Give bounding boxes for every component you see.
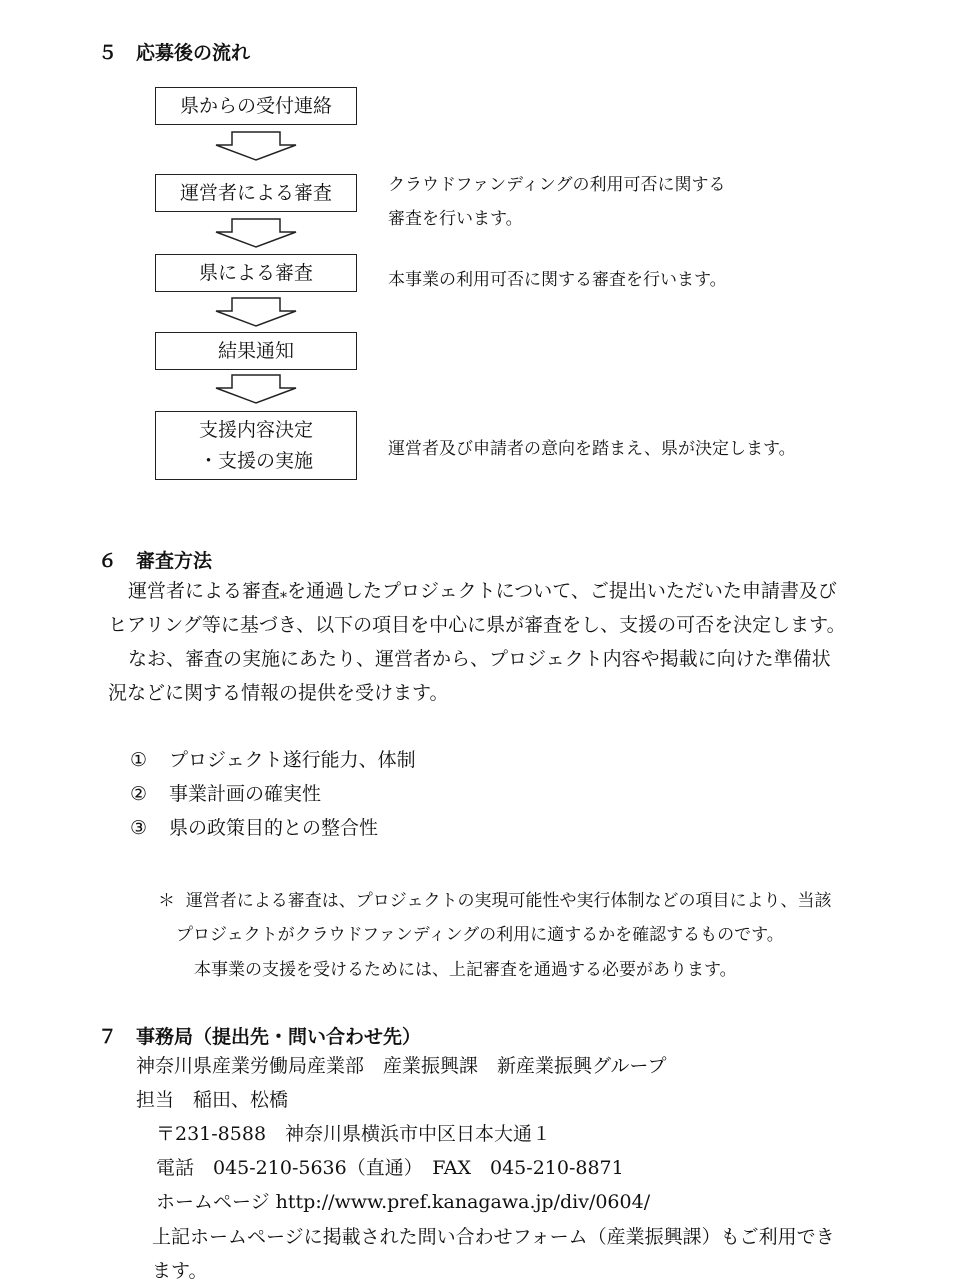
- contact-phone-fax: 電話 045-210-5636（直通） FAX 045-210-8871: [156, 1157, 624, 1179]
- flow-step-1-label: 県からの受付連絡: [179, 94, 332, 117]
- list-item: [130, 751, 416, 770]
- list-item-marker: ②: [130, 783, 148, 805]
- flow-arrow-3: [214, 297, 298, 327]
- list-item-marker: ①: [130, 749, 148, 771]
- contact-staff: 担当 稲田、松橋: [136, 1089, 289, 1111]
- para1-text-a: 運営者による審査: [128, 580, 281, 602]
- flow-step-2: [155, 174, 357, 212]
- footnote-line1: [158, 886, 831, 911]
- section6-title: 審査方法: [136, 550, 213, 572]
- flow-step-5: [155, 411, 357, 480]
- flow-step-1: [155, 87, 357, 125]
- flow-arrow-1: [214, 131, 298, 161]
- para1-star-mark: *: [280, 589, 288, 606]
- section6-para1-line2: ヒアリング等に基づき、以下の項目を中心に県が審査をし、支援の可否を決定します。: [108, 614, 846, 636]
- flow-note-3: 本事業の利用可否に関する審査を行います。: [388, 270, 727, 290]
- section7-title: 事務局（提出先・問い合わせ先）: [136, 1026, 422, 1048]
- section6-heading: [98, 546, 212, 573]
- section5-number: ５: [98, 42, 118, 64]
- footnote-line2: プロジェクトがクラウドファンディングの利用に適するかを確認するものです。: [176, 925, 784, 945]
- list-item: [130, 785, 321, 804]
- flow-step-5-label-line1: 支援内容決定: [198, 419, 313, 442]
- contact-organization: 神奈川県産業労働局産業部 産業振興課 新産業振興グループ: [136, 1055, 667, 1077]
- footnote-marker: ＊: [158, 891, 175, 911]
- footnote-line3: 本事業の支援を受けるためには、上記審査を通過する必要があります。: [194, 960, 737, 980]
- list-item-text: 県の政策目的との整合性: [169, 817, 379, 839]
- section6-para2-line1: なお、審査の実施にあたり、運営者から、プロジェクト内容や掲載に向けた準備状: [128, 648, 831, 670]
- section5-title: 応募後の流れ: [136, 42, 251, 64]
- list-item-text: 事業計画の確実性: [169, 783, 322, 805]
- contact-form-line1: 上記ホームページに掲載された問い合わせフォーム（産業振興課）もご利用でき: [152, 1226, 835, 1248]
- flow-arrow-4: [214, 374, 298, 404]
- section6-para1-line1: [128, 582, 837, 605]
- section7-number: ７: [98, 1026, 118, 1048]
- flow-arrow-2: [214, 218, 298, 248]
- contact-form-line2: ます。: [152, 1260, 208, 1282]
- list-item: [130, 819, 378, 838]
- list-item-text: プロジェクト遂行能力、体制: [169, 749, 416, 771]
- section6-number: ６: [98, 550, 118, 572]
- section7-heading: [98, 1022, 421, 1049]
- flow-step-4-label: 結果通知: [217, 339, 294, 362]
- flow-note-2-line1: クラウドファンディングの利用可否に関する: [388, 175, 726, 195]
- section5-heading: [98, 38, 250, 65]
- flow-note-2-line2: 審査を行います。: [388, 209, 523, 229]
- flow-step-2-label: 運営者による審査: [179, 181, 332, 204]
- flow-step-3-label: 県による審査: [198, 261, 313, 284]
- flow-note-5: 運営者及び申請者の意向を踏まえ、県が決定します。: [388, 439, 796, 459]
- flow-step-5-label-line2: ・支援の実施: [198, 449, 313, 472]
- contact-address: 〒231-8588 神奈川県横浜市中区日本大通１: [156, 1123, 552, 1145]
- section6-para2-line2: 況などに関する情報の提供を受けます。: [108, 682, 449, 704]
- footnote-text-1: 運営者による審査は、プロジェクトの実現可能性や実行体制などの項目により、当該: [185, 891, 832, 911]
- list-item-marker: ③: [130, 817, 148, 839]
- flow-step-3: [155, 254, 357, 292]
- flow-step-4: [155, 332, 357, 370]
- para1-text-b: を通過したプロジェクトについて、ご提出いただいた申請書及び: [287, 580, 837, 602]
- contact-homepage-link[interactable]: ホームページ http://www.pref.kanagawa.jp/div/0604/: [156, 1191, 651, 1213]
